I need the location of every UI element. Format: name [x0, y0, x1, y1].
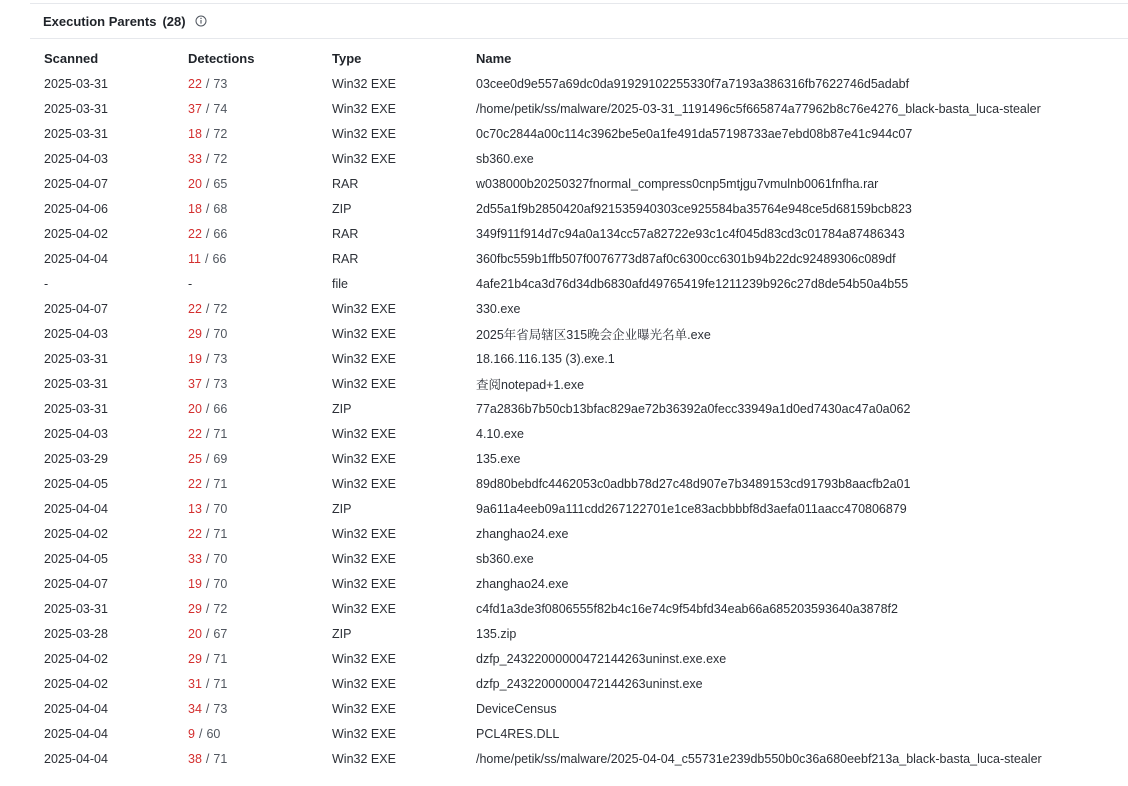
cell-detections [188, 352, 332, 366]
cell-name-link[interactable]: 330.exe [476, 301, 521, 316]
detections-positive: 20 [188, 401, 202, 416]
detections-separator: / [205, 576, 210, 591]
table-body [44, 71, 1124, 771]
cell-type: file [332, 276, 348, 291]
detections-separator: / [205, 651, 210, 666]
cell-name-link[interactable]: 2d55a1f9b2850420af921535940303ce925584ba35764e948ce5d68159bcb823 [476, 201, 912, 216]
table-row[interactable] [44, 721, 1124, 746]
cell-type: RAR [332, 176, 359, 191]
cell-detections [188, 602, 332, 616]
detections-separator: / [205, 376, 210, 391]
detections-total: 60 [206, 726, 221, 741]
detections-separator: / [205, 701, 210, 716]
table-header [44, 46, 1124, 70]
detections-positive: 20 [188, 176, 202, 191]
cell-detections [188, 127, 332, 141]
cell-scanned: 2025-03-31 [44, 126, 108, 141]
detections-positive: 22 [188, 426, 202, 441]
detections-positive: 29 [188, 326, 202, 341]
cell-detections [188, 477, 332, 491]
detections-separator: / [205, 301, 210, 316]
cell-name-link[interactable]: 18.166.116.135 (3).exe.1 [476, 351, 615, 366]
cell-type: Win32 EXE [332, 726, 396, 741]
detections-positive: 22 [188, 226, 202, 241]
cell-detections [188, 727, 332, 741]
cell-type: RAR [332, 251, 359, 266]
card-header [30, 4, 1128, 39]
detections-positive: 13 [188, 501, 202, 516]
cell-type: Win32 EXE [332, 451, 396, 466]
detections-separator: / [205, 401, 210, 416]
cell-scanned: 2025-04-04 [44, 726, 108, 741]
cell-scanned: 2025-03-31 [44, 601, 108, 616]
cell-scanned: 2025-04-07 [44, 301, 108, 316]
info-circle-icon[interactable] [195, 15, 207, 27]
cell-type: Win32 EXE [332, 701, 396, 716]
cell-detections [188, 552, 332, 566]
cell-type: Win32 EXE [332, 151, 396, 166]
cell-scanned: 2025-03-31 [44, 76, 108, 91]
cell-scanned: 2025-03-31 [44, 401, 108, 416]
header-detections[interactable]: Detections [188, 50, 255, 66]
detections-total: 72 [213, 301, 228, 316]
table-row[interactable] [44, 521, 1124, 546]
execution-parents-table [44, 46, 1124, 771]
table-row[interactable] [44, 646, 1124, 671]
detections-total: 70 [213, 326, 228, 341]
detections-positive: 29 [188, 651, 202, 666]
cell-type: Win32 EXE [332, 76, 396, 91]
detections-separator: / [205, 226, 210, 241]
table-row[interactable] [44, 746, 1124, 771]
table-row[interactable] [44, 471, 1124, 496]
detections-positive: 22 [188, 526, 202, 541]
detections-separator: / [205, 151, 210, 166]
cell-scanned: 2025-04-03 [44, 426, 108, 441]
cell-detections [188, 752, 332, 766]
cell-scanned: 2025-03-29 [44, 451, 108, 466]
cell-name-link[interactable]: 4.10.exe [476, 426, 524, 441]
cell-detections [188, 302, 332, 316]
cell-type: Win32 EXE [332, 326, 396, 341]
detections-separator: / [205, 326, 210, 341]
table-row[interactable] [44, 221, 1124, 246]
cell-type: Win32 EXE [332, 376, 396, 391]
cell-detections [188, 677, 332, 691]
detections-separator: / [205, 751, 210, 766]
cell-name-link[interactable]: 135.zip [476, 626, 517, 641]
cell-scanned: 2025-04-02 [44, 526, 108, 541]
cell-name-link[interactable]: sb360.exe [476, 551, 534, 566]
table-row[interactable] [44, 371, 1124, 396]
cell-detections [188, 77, 332, 91]
detections-separator: / [205, 551, 210, 566]
cell-detections [188, 252, 332, 266]
detections-separator: / [205, 526, 210, 541]
cell-name-link[interactable]: /home/petik/ss/malware/2025-04-04_c55731e239db550b0c36a680eebf213a_black-basta_luca-stealer [476, 751, 1042, 766]
cell-scanned: 2025-04-03 [44, 151, 108, 166]
table-row[interactable] [44, 146, 1124, 171]
cell-scanned: 2025-03-31 [44, 101, 108, 116]
cell-detections [188, 502, 332, 516]
detections-positive: 22 [188, 76, 202, 91]
table-row[interactable] [44, 596, 1124, 621]
cell-detections [188, 177, 332, 191]
cell-type: Win32 EXE [332, 576, 396, 591]
cell-scanned: 2025-04-02 [44, 226, 108, 241]
detections-separator: / [205, 201, 210, 216]
detections-positive: 25 [188, 451, 202, 466]
cell-scanned: 2025-04-03 [44, 326, 108, 341]
cell-type: Win32 EXE [332, 101, 396, 116]
header-type[interactable]: Type [332, 50, 362, 66]
cell-type: Win32 EXE [332, 751, 396, 766]
cell-name-link[interactable]: 349f911f914d7c94a0a134cc57a82722e93c1c4f045d83cd3c01784a87486343 [476, 226, 905, 241]
table-row[interactable] [44, 171, 1124, 196]
detections-total: 73 [213, 376, 228, 391]
detections-positive: 19 [188, 576, 202, 591]
cell-name-link[interactable]: 135.exe [476, 451, 521, 466]
cell-name-link[interactable]: 03cee0d9e557a69dc0da91929102255330f7a7193a386316fb7622746d5adabf [476, 76, 910, 91]
detections-separator: / [204, 251, 209, 266]
detections-positive: - [188, 276, 193, 291]
detections-total: 74 [213, 101, 228, 116]
cell-name-link[interactable]: DeviceCensus [476, 701, 557, 716]
detections-positive: 37 [188, 376, 202, 391]
detections-positive: 38 [188, 751, 202, 766]
detections-total: 70 [213, 576, 228, 591]
detections-total: 73 [213, 351, 228, 366]
detections-total: 68 [213, 201, 228, 216]
detections-separator: / [205, 626, 210, 641]
cell-type: Win32 EXE [332, 551, 396, 566]
cell-name-link[interactable]: dzfp_24322000000472144263uninst.exe [476, 676, 703, 691]
cell-type: Win32 EXE [332, 601, 396, 616]
detections-positive: 33 [188, 551, 202, 566]
detections-separator: / [205, 501, 210, 516]
cell-scanned: 2025-04-06 [44, 201, 108, 216]
header-scanned[interactable]: Scanned [44, 50, 99, 66]
cell-scanned: 2025-03-31 [44, 376, 108, 391]
table-row[interactable] [44, 271, 1124, 296]
table-row[interactable] [44, 196, 1124, 221]
detections-total: 71 [213, 651, 228, 666]
detections-total: 70 [213, 551, 228, 566]
cell-scanned: 2025-04-07 [44, 176, 108, 191]
table-row[interactable] [44, 496, 1124, 521]
detections-separator: / [205, 351, 210, 366]
table-row[interactable] [44, 671, 1124, 696]
table-row[interactable] [44, 396, 1124, 421]
cell-name-link[interactable]: 89d80bebdfc4462053c0adbb78d27c48d907e7b3489153cd91793b8aacfb2a01 [476, 476, 911, 491]
detections-separator: / [205, 451, 210, 466]
cell-scanned: 2025-04-02 [44, 651, 108, 666]
cell-detections [188, 377, 332, 391]
cell-type: Win32 EXE [332, 676, 396, 691]
cell-name-link[interactable]: 0c70c2844a00c114c3962be5e0a1fe491da57198733ae7ebd08b87e41c944c07 [476, 126, 913, 141]
cell-name-link[interactable]: c4fd1a3de3f0806555f82b4c16e74c9f54bfd34eab66a685203593640a3878f2 [476, 601, 898, 616]
table-row[interactable] [44, 296, 1124, 321]
cell-type: Win32 EXE [332, 476, 396, 491]
detections-positive: 20 [188, 626, 202, 641]
detections-positive: 18 [188, 201, 202, 216]
cell-name-link[interactable]: zhanghao24.exe [476, 526, 569, 541]
detections-positive: 22 [188, 476, 202, 491]
detections-positive: 31 [188, 676, 202, 691]
table-row[interactable] [44, 96, 1124, 121]
detections-separator: / [205, 76, 210, 91]
table-row[interactable] [44, 421, 1124, 446]
cell-detections [188, 277, 332, 291]
cell-name-link[interactable]: PCL4RES.DLL [476, 726, 560, 741]
cell-scanned: 2025-04-05 [44, 551, 108, 566]
detections-separator: / [205, 601, 210, 616]
cell-name-link[interactable]: 77a2836b7b50cb13bfac829ae72b36392a0fecc33949a1d0ed7430ac47a0a062 [476, 401, 911, 416]
cell-scanned: 2025-04-04 [44, 501, 108, 516]
cell-detections [188, 452, 332, 466]
cell-type: RAR [332, 226, 359, 241]
detections-total: 69 [213, 451, 228, 466]
cell-scanned: 2025-03-31 [44, 351, 108, 366]
cell-type: ZIP [332, 501, 352, 516]
detections-positive: 37 [188, 101, 202, 116]
cell-detections [188, 577, 332, 591]
detections-total: 66 [213, 401, 228, 416]
detections-total: 71 [213, 476, 228, 491]
detections-positive: 33 [188, 151, 202, 166]
cell-name-link[interactable]: 4afe21b4ca3d76d34db6830afd49765419fe1211239b926c27d8de54b50a4b55 [476, 276, 909, 291]
detections-separator: / [205, 176, 210, 191]
cell-type: ZIP [332, 626, 352, 641]
cell-detections [188, 202, 332, 216]
table-row[interactable] [44, 71, 1124, 96]
cell-scanned: 2025-04-04 [44, 701, 108, 716]
cell-name-link[interactable]: 360fbc559b1ffb507f0076773d87af0c6300cc6301b94b22dc92489306c089df [476, 251, 896, 266]
table-row[interactable] [44, 621, 1124, 646]
detections-total: 73 [213, 76, 228, 91]
cell-type: Win32 EXE [332, 426, 396, 441]
detections-total: 71 [213, 526, 228, 541]
cell-name-link[interactable]: 9a611a4eeb09a111cdd267122701e1ce83acbbbbf8d3aefa011aacc470806879 [476, 501, 907, 516]
table-row[interactable] [44, 571, 1124, 596]
cell-name-link[interactable]: zhanghao24.exe [476, 576, 569, 591]
table-row[interactable] [44, 696, 1124, 721]
detections-total: 65 [213, 176, 228, 191]
cell-scanned: 2025-04-04 [44, 251, 108, 266]
cell-scanned: 2025-04-04 [44, 751, 108, 766]
detections-total: 73 [213, 701, 228, 716]
detections-positive: 29 [188, 601, 202, 616]
table-row[interactable] [44, 321, 1124, 346]
cell-type: Win32 EXE [332, 351, 396, 366]
cell-scanned: 2025-03-28 [44, 626, 108, 641]
detections-separator: / [205, 476, 210, 491]
detections-total: 66 [212, 251, 227, 266]
header-name[interactable]: Name [476, 50, 512, 66]
table-row[interactable] [44, 346, 1124, 371]
cell-scanned: 2025-04-05 [44, 476, 108, 491]
cell-type: Win32 EXE [332, 651, 396, 666]
cell-type: ZIP [332, 201, 352, 216]
detections-separator: / [205, 426, 210, 441]
table-row[interactable] [44, 446, 1124, 471]
detections-total: 66 [213, 226, 228, 241]
table-row[interactable] [44, 546, 1124, 571]
cell-detections [188, 627, 332, 641]
cell-detections [188, 702, 332, 716]
detections-positive: 19 [188, 351, 202, 366]
detections-positive: 9 [188, 726, 195, 741]
detections-total: 72 [213, 601, 228, 616]
cell-scanned: 2025-04-07 [44, 576, 108, 591]
cell-type: Win32 EXE [332, 526, 396, 541]
cell-name-link[interactable]: sb360.exe [476, 151, 534, 166]
cell-detections [188, 152, 332, 166]
detections-total: 67 [213, 626, 228, 641]
detections-total: 71 [213, 426, 228, 441]
detections-total: 71 [213, 676, 228, 691]
cell-detections [188, 527, 332, 541]
cell-name-link[interactable]: dzfp_24322000000472144263uninst.exe.exe [476, 651, 727, 666]
cell-name-link[interactable]: w038000b20250327fnormal_compress0cnp5mtjgu7vmulnb0061fnfha.rar [476, 176, 879, 191]
detections-separator: / [205, 676, 210, 691]
cell-detections [188, 427, 332, 441]
cell-name-link[interactable]: 查阅notepad+1.exe [476, 377, 585, 392]
detections-separator: / [198, 726, 203, 741]
cell-detections [188, 102, 332, 116]
section-count: (28) [162, 13, 186, 29]
cell-detections [188, 402, 332, 416]
table-row[interactable] [44, 121, 1124, 146]
detections-separator: / [205, 101, 210, 116]
section-title: Execution Parents [43, 13, 157, 29]
cell-scanned: 2025-04-02 [44, 676, 108, 691]
table-row[interactable] [44, 246, 1124, 271]
detections-total: 72 [213, 126, 228, 141]
detections-positive: 18 [188, 126, 202, 141]
detections-total: 72 [213, 151, 228, 166]
detections-total: 70 [213, 501, 228, 516]
detections-total: 71 [213, 751, 228, 766]
detections-positive: 11 [188, 251, 201, 266]
cell-name-link[interactable]: /home/petik/ss/malware/2025-03-31_1191496c5f665874a77962b8c76e4276_black-basta_luca-stealer [476, 101, 1041, 116]
cell-type: Win32 EXE [332, 126, 396, 141]
detections-positive: 22 [188, 301, 202, 316]
detections-positive: 34 [188, 701, 202, 716]
cell-type: Win32 EXE [332, 301, 396, 316]
cell-detections [188, 652, 332, 666]
cell-type: ZIP [332, 401, 352, 416]
detections-separator: / [205, 126, 210, 141]
execution-parents-card [30, 3, 1128, 786]
cell-name-link[interactable]: 2025年省局辖区315晚会企业曝光名单.exe [476, 327, 711, 342]
cell-scanned: - [44, 276, 49, 291]
cell-detections [188, 327, 332, 341]
cell-detections [188, 227, 332, 241]
